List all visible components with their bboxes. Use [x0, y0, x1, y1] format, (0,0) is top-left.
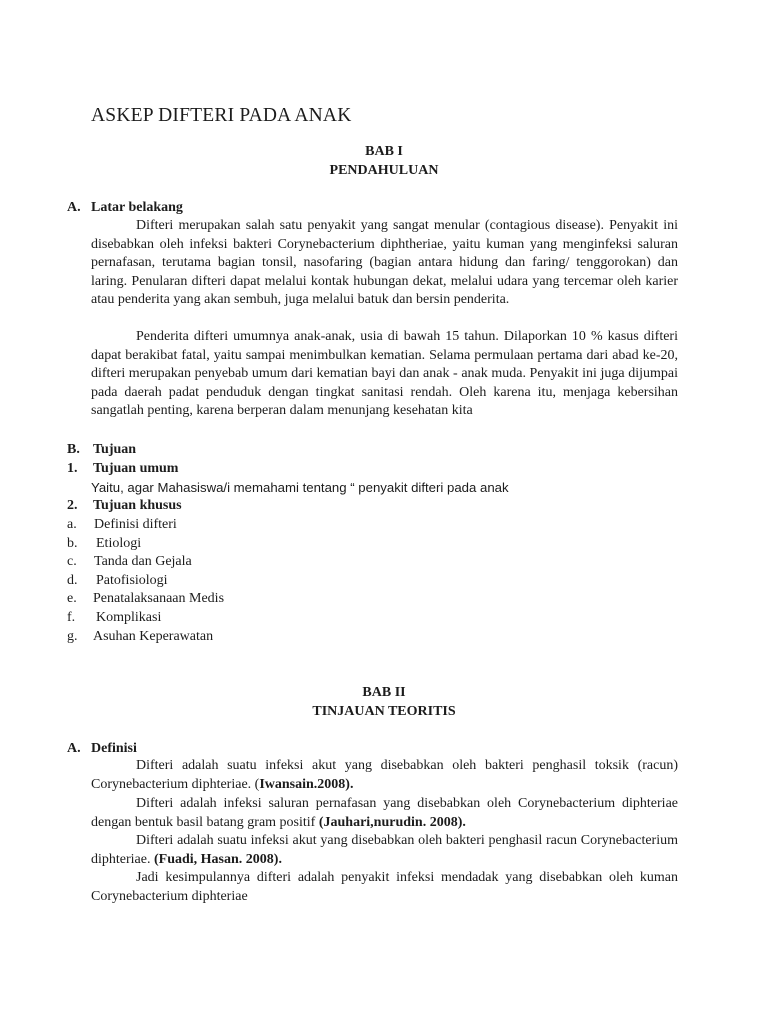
list-item-penatalaksanaan-medis: Penatalaksanaan Medis	[93, 591, 225, 606]
definisi-paragraph-3	[91, 832, 678, 869]
section-b-marker: B.	[67, 442, 80, 457]
definisi-paragraph-2	[91, 795, 678, 832]
list-item-letter: a.	[67, 517, 77, 532]
list-item-komplikasi: Komplikasi	[96, 610, 162, 625]
tujuan-khusus-heading: Tujuan khusus	[93, 498, 182, 513]
definisi-paragraph-1	[91, 757, 678, 794]
list-item-letter: b.	[67, 536, 78, 551]
bab1-title: PENDAHULUAN	[329, 163, 439, 178]
definisi-p2-text: Difteri adalah infeksi saluran pernafasan yang disebabkan oleh Corynebacterium diphteriae dengan bentuk basil batang gram positif	[91, 796, 678, 830]
list-item-patofisiologi: Patofisiologi	[96, 573, 168, 588]
section-b-heading: Tujuan	[93, 442, 137, 457]
definisi-marker: A.	[67, 741, 81, 756]
definisi-paragraph-4: Jadi kesimpulannya difteri adalah penyakit infeksi mendadak yang disebabkan oleh kuman Corynebacterium diphteriae	[91, 870, 678, 904]
bab2-label: BAB II	[362, 685, 406, 700]
latar-belakang-paragraph-1: Difteri merupakan salah satu penyakit yang sangat menular (contagious disease). Penyakit ini disebabkan oleh infeksi bakteri Corynebacterium diphtheriae, yaitu kuman yang menginfeksi saluran pernafasan, terutama bagian tonsil, nasofaring (bagian antara hidung dan faring/ tenggorokan) dan laring. Penularan difteri dapat melalui kontak hubungan dekat, melalui udara yang tercemar oleh karier atau penderita yang akan sembuh, juga melalui batuk dan bersin penderita.	[91, 218, 678, 308]
list-item-etiologi: Etiologi	[96, 536, 142, 551]
bab2-title: TINJAUAN TEORITIS	[312, 704, 456, 719]
list-item-letter: g.	[67, 629, 78, 644]
citation-jauhari: (Jauhari,nurudin. 2008).	[318, 814, 466, 830]
list-item-definisi-difteri: Definisi difteri	[94, 517, 177, 532]
tujuan-umum-marker: 1.	[67, 461, 78, 476]
section-a-heading: Latar belakang	[91, 200, 183, 215]
list-item-letter: f.	[67, 610, 76, 625]
bab1-label: BAB I	[365, 144, 403, 159]
definisi-p1-text: Difteri adalah suatu infeksi akut yang disebabkan oleh bakteri penghasil toksik (racun) Corynebacterium diphteriae. (	[91, 758, 678, 792]
definisi-p3-text: Difteri adalah suatu infeksi akut yang disebabkan oleh bakteri penghasil racun Corynebacterium diphteriae.	[91, 833, 678, 867]
tujuan-khusus-marker: 2.	[67, 498, 78, 513]
tujuan-umum-heading: Tujuan umum	[93, 461, 179, 476]
list-item-tanda-dan-gejala: Tanda dan Gejala	[94, 554, 192, 569]
citation-fuadi: (Fuadi, Hasan. 2008).	[153, 851, 282, 867]
list-item-asuhan-keperawatan: Asuhan Keperawatan	[93, 629, 214, 644]
tujuan-umum-text: Yaitu, agar Mahasiswa/i memahami tentang “ penyakit difteri pada anak	[91, 480, 509, 495]
list-item-letter: c.	[67, 554, 77, 569]
citation-iwansain: Iwansain.2008).	[259, 776, 354, 792]
list-item-letter: e.	[67, 591, 77, 606]
latar-belakang-paragraph-2: Penderita difteri umumnya anak-anak, usia di bawah 15 tahun. Dilaporkan 10 % kasus difteri dapat berakibat fatal, yaitu sampai menimbulkan kematian. Selama permulaan pertama dari abad ke-20, difteri merupakan penyebab umum dari kematian bayi dan anak - anak muda. Penyakit ini juga dijumpai pada daerah padat penduduk dengan tingkat sanitasi rendah. Oleh karena itu, menjaga kebersihan sangatlah penting, karena berperan dalam menunjang kesehatan kita	[91, 329, 678, 419]
section-a-marker: A.	[67, 200, 81, 215]
definisi-heading: Definisi	[91, 741, 137, 756]
document-title: ASKEP DIFTERI PADA ANAK	[91, 105, 352, 126]
list-item-letter: d.	[67, 573, 78, 588]
